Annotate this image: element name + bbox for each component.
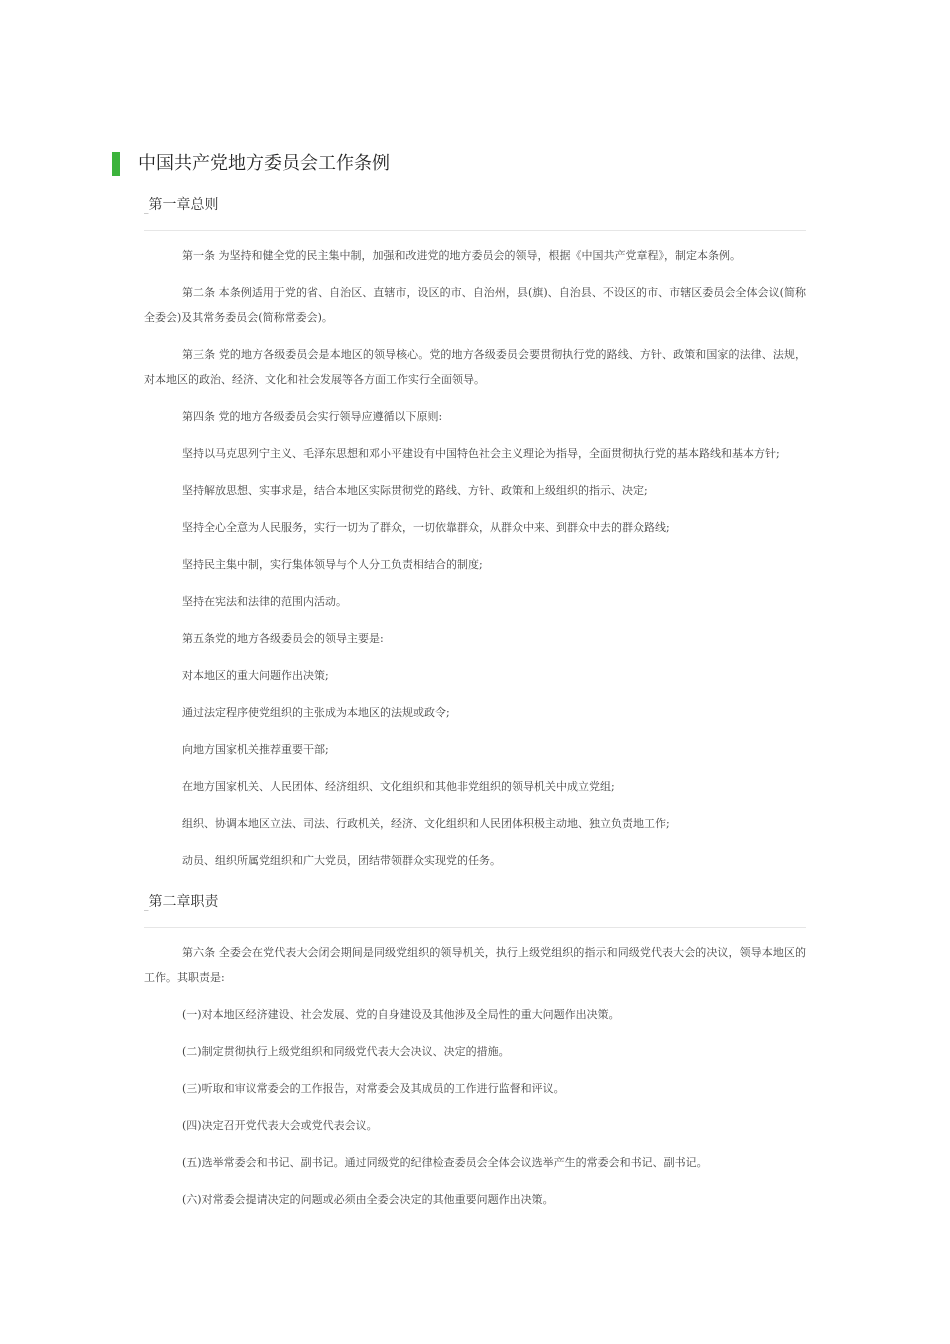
chapter-marker-icon: _ xyxy=(144,204,149,214)
article-paragraph: 第六条 全委会在党代表大会闭会期间是同级党组织的领导机关，执行上级党组织的指示和同级党代表大会的决议，领导本地区的工作。其职责是: xyxy=(144,946,806,984)
article-paragraph: (四)决定召开党代表大会或党代表会议。 xyxy=(182,1119,378,1132)
article-paragraph: 第四条 党的地方各级委员会实行领导应遵循以下原则: xyxy=(182,410,443,423)
article-paragraph: 组织、协调本地区立法、司法、行政机关，经济、文化组织和人民团体积极主动地、独立负责地工作; xyxy=(182,817,670,830)
article-paragraph: (六)对常委会提请决定的问题或必须由全委会决定的其他重要问题作出决策。 xyxy=(182,1193,554,1206)
article-paragraph: 坚持以马克思列宁主义、毛泽东思想和邓小平建设有中国特色社会主义理论为指导，全面贯彻执行党的基本路线和基本方针; xyxy=(182,447,780,460)
chapter-heading-1 xyxy=(144,194,806,231)
article-paragraph: 通过法定程序使党组织的主张成为本地区的法规或政令; xyxy=(182,706,450,719)
article-paragraph: 动员、组织所属党组织和广大党员，团结带领群众实现党的任务。 xyxy=(182,854,501,867)
page-title: 中国共产党地方委员会工作条例 xyxy=(138,153,390,174)
article-paragraph: 第一条 为坚持和健全党的民主集中制，加强和改进党的地方委员会的领导，根据《中国共产党章程》，制定本条例。 xyxy=(182,249,741,262)
article-paragraph: (二)制定贯彻执行上级党组织和同级党代表大会决议、决定的措施。 xyxy=(182,1045,510,1058)
article-body xyxy=(144,194,806,1224)
article-paragraph: (一)对本地区经济建设、社会发展、党的自身建设及其他涉及全局性的重大问题作出决策。 xyxy=(182,1008,620,1021)
page-title-block xyxy=(112,150,812,178)
article-paragraph: (五)选举常委会和书记、副书记。通过同级党的纪律检查委员会全体会议选举产生的常委会和书记、副书记。 xyxy=(182,1156,708,1169)
article-paragraph: (三)听取和审议常委会的工作报告，对常委会及其成员的工作进行监督和评议。 xyxy=(182,1082,565,1095)
article-paragraph: 向地方国家机关推荐重要干部; xyxy=(182,743,329,756)
article-paragraph: 坚持全心全意为人民服务，实行一切为了群众，一切依靠群众，从群众中来、到群众中去的群众路线; xyxy=(182,521,670,534)
article-paragraph: 第二条 本条例适用于党的省、自治区、直辖市，设区的市、自治州，县(旗)、自治县、不设区的市、市辖区委员会全体会议(简称全委会)及其常务委员会(简称常委会)。 xyxy=(144,286,806,324)
title-accent-bar xyxy=(112,152,120,176)
article-paragraph: 第五条党的地方各级委员会的领导主要是: xyxy=(182,632,384,645)
article-paragraph: 对本地区的重大问题作出决策; xyxy=(182,669,329,682)
article-paragraph: 坚持民主集中制，实行集体领导与个人分工负责相结合的制度; xyxy=(182,558,483,571)
article-paragraph: 在地方国家机关、人民团体、经济组织、文化组织和其他非党组织的领导机关中成立党组; xyxy=(182,780,615,793)
article-paragraph: 坚持解放思想、实事求是，结合本地区实际贯彻党的路线、方针、政策和上级组织的指示、决定; xyxy=(182,484,648,497)
article-paragraph: 第三条 党的地方各级委员会是本地区的领导核心。党的地方各级委员会要贯彻执行党的路线、方针、政策和国家的法律、法规，对本地区的政治、经济、文化和社会发展等各方面工作实行全面领导。 xyxy=(144,348,806,386)
article-paragraph: 坚持在宪法和法律的范围内活动。 xyxy=(182,595,347,608)
chapter-marker-icon: _ xyxy=(144,901,149,911)
chapter-heading-text: 第二章职责 xyxy=(148,894,219,910)
chapter-heading-text: 第一章总则 xyxy=(148,197,219,213)
chapter-heading-2 xyxy=(144,891,806,928)
